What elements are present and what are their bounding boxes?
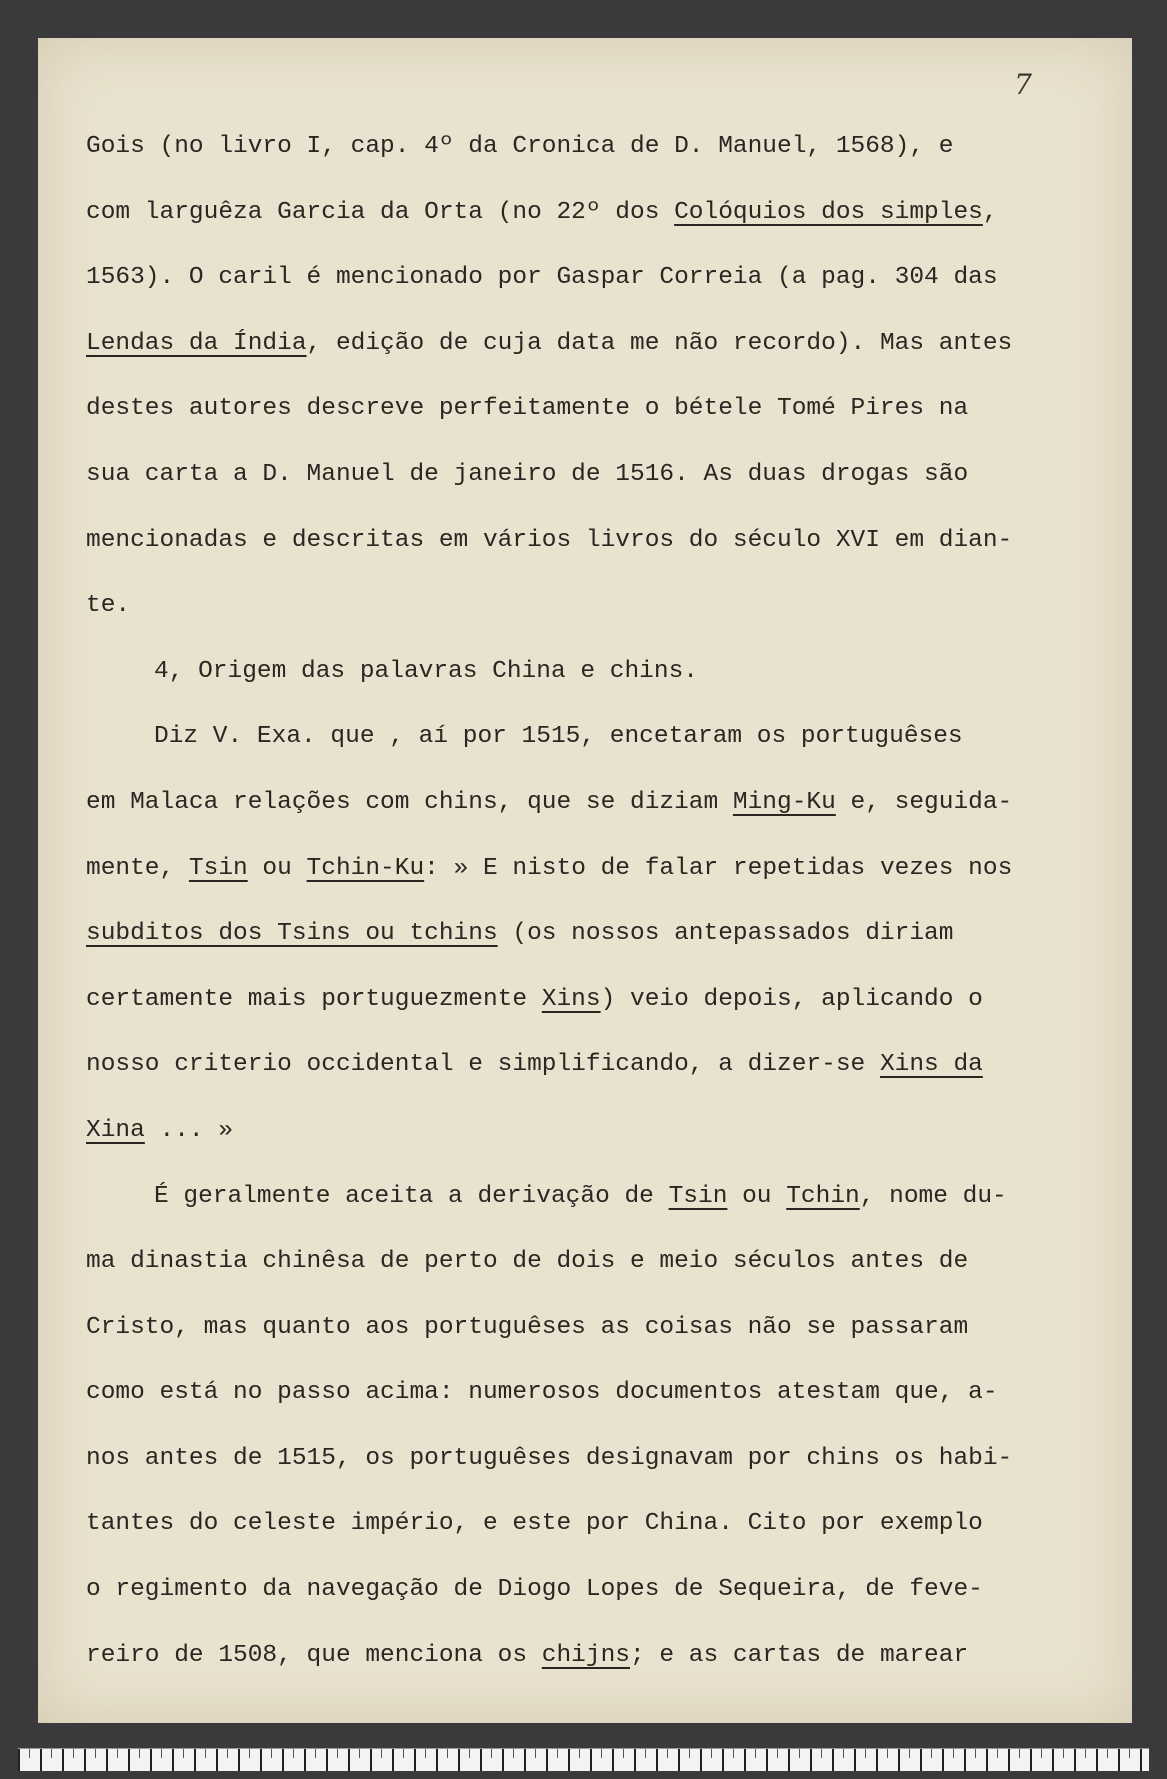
- text-segment: 4, Origem das palavras China e chins.: [154, 657, 698, 685]
- underlined-text: Colóquios dos simples: [674, 198, 983, 226]
- text-segment: Cristo, mas quanto aos portuguêses as coisas não se passaram: [86, 1313, 969, 1341]
- text-line: [86, 114, 1126, 180]
- text-line: [86, 376, 1126, 442]
- text-segment: te.: [86, 592, 131, 620]
- text-line: [86, 1360, 1126, 1426]
- text-segment: ,: [982, 198, 998, 226]
- text-segment: mente,: [86, 854, 189, 882]
- text-line: [86, 901, 1126, 967]
- text-segment: É geralmente aceita a derivação de: [154, 1182, 669, 1210]
- text-line: [86, 1229, 1126, 1295]
- text-segment: como está no passo acima: numerosos documentos atestam que, a-: [86, 1379, 998, 1407]
- text-line: [86, 1164, 1126, 1230]
- text-line: [86, 1032, 1126, 1098]
- typewritten-text: [86, 114, 1126, 1688]
- text-line: [86, 770, 1126, 836]
- underlined-text: Tchin: [786, 1182, 860, 1210]
- text-line: [86, 704, 1126, 770]
- text-line: [86, 1623, 1126, 1689]
- text-segment: certamente mais portuguezmente: [86, 985, 542, 1013]
- text-line: [86, 1491, 1126, 1557]
- text-segment: , edição de cuja data me não recordo). Mas antes: [306, 329, 1013, 357]
- text-segment: nos antes de 1515, os portuguêses designavam por chins os habi-: [86, 1444, 1013, 1472]
- text-segment: destes autores descreve perfeitamente o bétele Tomé Pires na: [86, 395, 969, 423]
- underlined-text: Tsin: [668, 1182, 728, 1210]
- text-segment: o regimento da navegação de Diogo Lopes de Sequeira, de feve-: [86, 1576, 983, 1604]
- text-segment: , nome du-: [859, 1182, 1007, 1210]
- text-segment: ) veio depois, aplicando o: [600, 985, 983, 1013]
- text-line: [86, 1295, 1126, 1361]
- text-segment: mencionadas e descritas em vários livros do século XVI em dian-: [86, 526, 1013, 554]
- underlined-text: Ming-Ku: [732, 788, 836, 816]
- underlined-text: chijns: [541, 1641, 630, 1669]
- underlined-text: subditos dos Tsins ou tchins: [86, 920, 498, 948]
- text-segment: ma dinastia chinêsa de perto de dois e meio séculos antes de: [86, 1248, 969, 1276]
- text-line: [86, 1426, 1126, 1492]
- text-line: [86, 442, 1126, 508]
- text-segment: ou: [247, 854, 307, 882]
- text-line: [86, 573, 1126, 639]
- text-segment: e, seguida-: [835, 788, 1013, 816]
- text-line: [86, 967, 1126, 1033]
- text-segment: ou: [727, 1182, 787, 1210]
- text-segment: Diz V. Exa. que , aí por 1515, encetaram os portuguêses: [154, 723, 963, 751]
- text-line: [86, 1557, 1126, 1623]
- text-segment: ; e as cartas de marear: [630, 1641, 969, 1669]
- text-segment: reiro de 1508, que menciona os: [86, 1641, 542, 1669]
- text-line: [86, 245, 1126, 311]
- text-segment: com larguêza Garcia da Orta (no 22º dos: [86, 198, 675, 226]
- underlined-text: Xins da: [879, 1051, 983, 1079]
- text-line: [86, 836, 1126, 902]
- text-line: [86, 311, 1126, 377]
- document-page: [38, 38, 1132, 1723]
- text-line: [86, 508, 1126, 574]
- measurement-ruler: [18, 1748, 1149, 1771]
- text-segment: Gois (no livro I, cap. 4º da Cronica de D. Manuel, 1568), e: [86, 133, 954, 160]
- text-line: [86, 180, 1126, 246]
- page-number: 7: [1014, 68, 1032, 101]
- text-segment: sua carta a D. Manuel de janeiro de 1516. As duas drogas são: [86, 460, 969, 488]
- text-segment: ... »: [144, 1116, 234, 1144]
- underlined-text: Tchin-Ku: [306, 854, 425, 882]
- text-segment: tantes do celeste império, e este por China. Cito por exemplo: [86, 1510, 983, 1538]
- text-segment: em Malaca relações com chins, que se diziam: [86, 788, 733, 816]
- text-segment: 1563). O caril é mencionado por Gaspar Correia (a pag. 304 das: [86, 264, 998, 292]
- text-line: [86, 639, 1126, 705]
- underlined-text: Tsin: [188, 854, 248, 882]
- text-segment: nosso criterio occidental e simplificando, a dizer-se: [86, 1051, 880, 1079]
- text-segment: : » E nisto de falar repetidas vezes nos: [424, 854, 1013, 882]
- underlined-text: Xins: [541, 985, 601, 1013]
- text-segment: (os nossos antepassados diriam: [497, 920, 954, 948]
- text-line: [86, 1098, 1126, 1164]
- underlined-text: Xina: [86, 1116, 145, 1144]
- underlined-text: Lendas da Índia: [86, 329, 307, 357]
